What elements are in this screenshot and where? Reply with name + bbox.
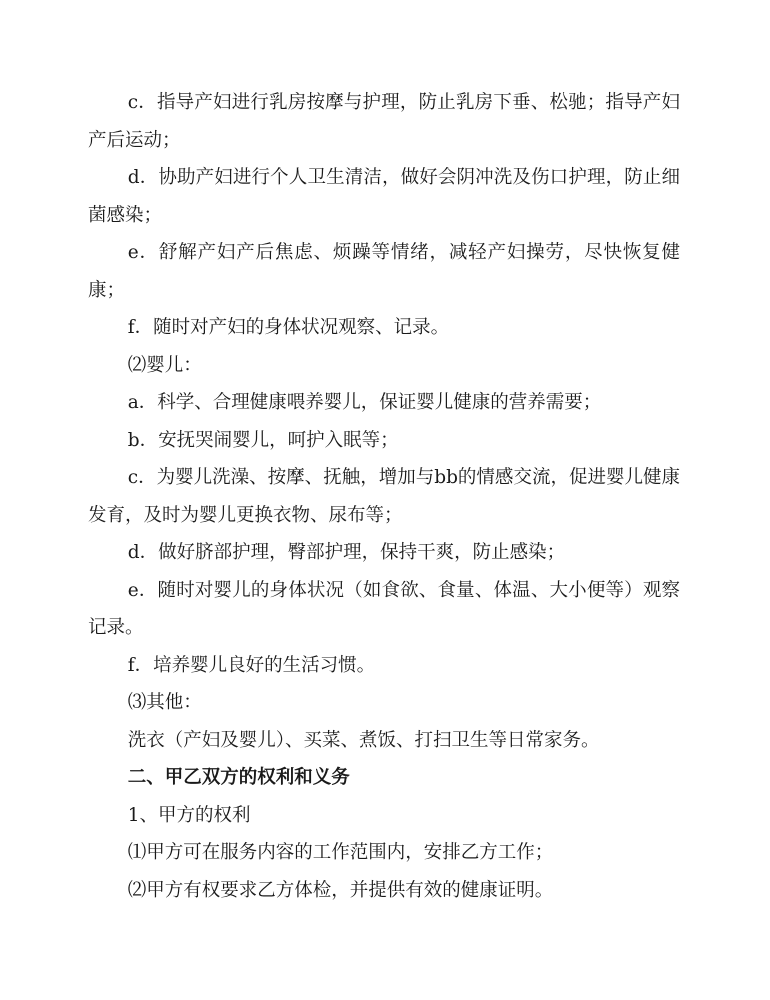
subheading-baby: ⑵婴儿： (127, 354, 202, 376)
paragraph-baby-f: f．培养婴儿良好的生活习惯。 (127, 654, 376, 676)
paragraph-baby-e: e．随时对婴儿的身体状况（如食欲、食量、体温、大小便等）观察记录。 (88, 579, 680, 638)
document-page (88, 84, 680, 909)
paragraph-baby-a: a．科学、合理健康喂养婴儿，保证婴儿健康的营养需要； (127, 392, 602, 413)
paragraph-mother-d: d．协助产妇进行个人卫生清洁，做好会阴冲洗及伤口护理，防止细菌感染； (88, 167, 680, 226)
paragraph-party-a-arrange-work: ⑴甲方可在服务内容的工作范围内，安排乙方工作； (127, 842, 554, 863)
subheading-other: ⑶其他： (127, 692, 202, 713)
paragraph-mother-e: e．舒解产妇产后焦虑、烦躁等情绪，减轻产妇操劳，尽快恢复健康； (88, 242, 680, 301)
paragraph-baby-c: c．为婴儿洗澡、按摩、抚触，增加与bb的情感交流，促进婴儿健康发育，及时为婴儿更换衣物、尿布等； (88, 467, 680, 526)
paragraph-baby-b: b．安抚哭闹婴儿，呵护入眠等； (127, 429, 399, 451)
subheading-party-a-rights: 1、甲方的权利 (127, 804, 251, 826)
paragraph-baby-d: d．做好脐部护理，臀部护理，保持干爽，防止感染； (127, 542, 566, 563)
paragraph-mother-c: c．指导产妇进行乳房按摩与护理，防止乳房下垂、松驰；指导产妇产后运动； (88, 92, 680, 151)
paragraph-party-a-health-check: ⑵甲方有权要求乙方体检，并提供有效的健康证明。 (127, 879, 554, 901)
paragraph-mother-f: f．随时对产妇的身体状况观察、记录。 (127, 317, 450, 338)
paragraph-other-chores: 洗衣（产妇及婴儿）、买菜、煮饭、打扫卫生等日常家务。 (127, 729, 600, 751)
section-heading-rights-obligations: 二、甲乙双方的权利和义务 (127, 767, 350, 788)
